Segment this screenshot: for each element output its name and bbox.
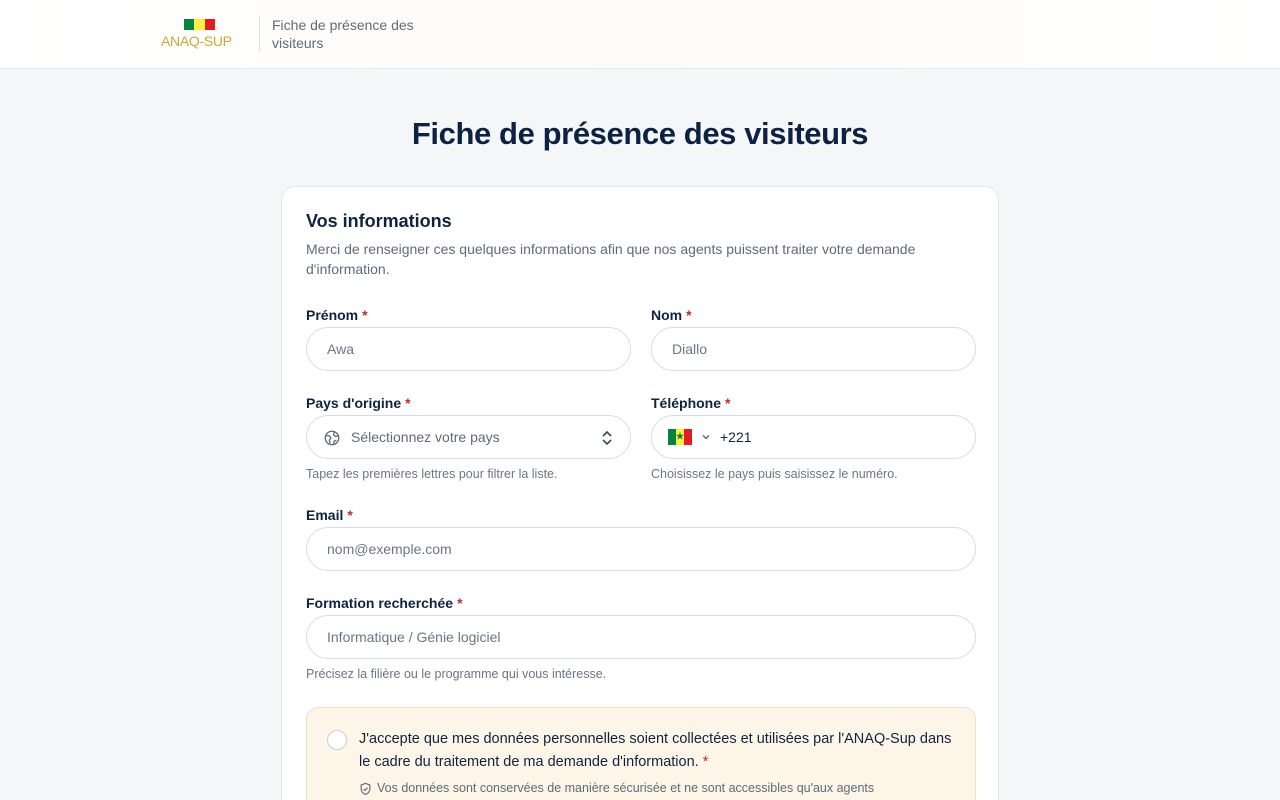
last-name-label-text: Nom: [651, 307, 683, 323]
page-title: Fiche de présence des visiteurs: [411, 116, 869, 151]
training-label-text: Formation recherchée: [306, 595, 454, 611]
anaq-sup-logo[interactable]: [161, 19, 239, 51]
shield-check-icon: [359, 782, 372, 796]
consent-label[interactable]: [359, 728, 959, 774]
card-description: Merci de renseigner ces quelques informations afin que nos agents puissent traiter votre demande d'information.: [306, 241, 916, 277]
phone-label: [651, 395, 730, 411]
consent-box: [306, 707, 976, 800]
country-label: [306, 395, 411, 411]
chevrons-up-down-icon: [600, 429, 614, 447]
visitor-form-card: [281, 186, 999, 800]
globe-icon: [323, 429, 341, 447]
card-title: Vos informations: [306, 211, 452, 231]
training-input[interactable]: [306, 615, 976, 659]
email-label-text: Email: [306, 507, 344, 523]
last-name-label: [651, 307, 692, 323]
required-mark: *: [686, 307, 692, 323]
app-title: Fiche de présence des visiteurs: [272, 17, 414, 51]
required-mark: *: [702, 754, 709, 770]
email-label: [306, 507, 353, 523]
phone-dial-code[interactable]: +221: [720, 429, 752, 445]
star-icon: [676, 432, 684, 440]
required-mark: *: [347, 507, 353, 523]
last-name-input[interactable]: [651, 327, 976, 371]
training-label: [306, 595, 463, 611]
required-mark: *: [405, 395, 411, 411]
senegal-flag-icon: [184, 19, 215, 30]
country-select-placeholder: Sélectionnez votre pays: [351, 429, 500, 445]
first-name-label: [306, 307, 368, 323]
consent-note: [359, 781, 959, 795]
consent-checkbox[interactable]: [327, 730, 347, 750]
first-name-input[interactable]: [306, 327, 631, 371]
country-hint: Tapez les premières lettres pour filtrer la liste.: [306, 467, 558, 481]
required-mark: *: [457, 595, 463, 611]
consent-note-text: Vos données sont conservées de manière sécurisée et ne sont accessibles qu'aux agents: [377, 781, 875, 795]
phone-hint: Choisissez le pays puis saisissez le numéro.: [651, 467, 898, 481]
header-divider: [259, 16, 260, 52]
email-input[interactable]: [306, 527, 976, 571]
training-hint: Précisez la filière ou le programme qui vous intéresse.: [306, 667, 607, 681]
logo-text: ANAQ-SUP: [161, 33, 232, 49]
top-bar: [0, 0, 1280, 69]
chevron-down-icon[interactable]: [700, 431, 712, 443]
required-mark: *: [362, 307, 368, 323]
country-label-text: Pays d'origine: [306, 395, 402, 411]
phone-label-text: Téléphone: [651, 395, 722, 411]
first-name-label-text: Prénom: [306, 307, 359, 323]
consent-text: J'accepte que mes données personnelles soient collectées et utilisées par l'ANAQ-Sup dans le cadre du traitement de ma demande d'information.: [359, 731, 952, 770]
country-select[interactable]: [306, 415, 631, 459]
senegal-flag-icon[interactable]: [668, 429, 692, 445]
phone-field[interactable]: [651, 415, 976, 459]
required-mark: *: [725, 395, 731, 411]
